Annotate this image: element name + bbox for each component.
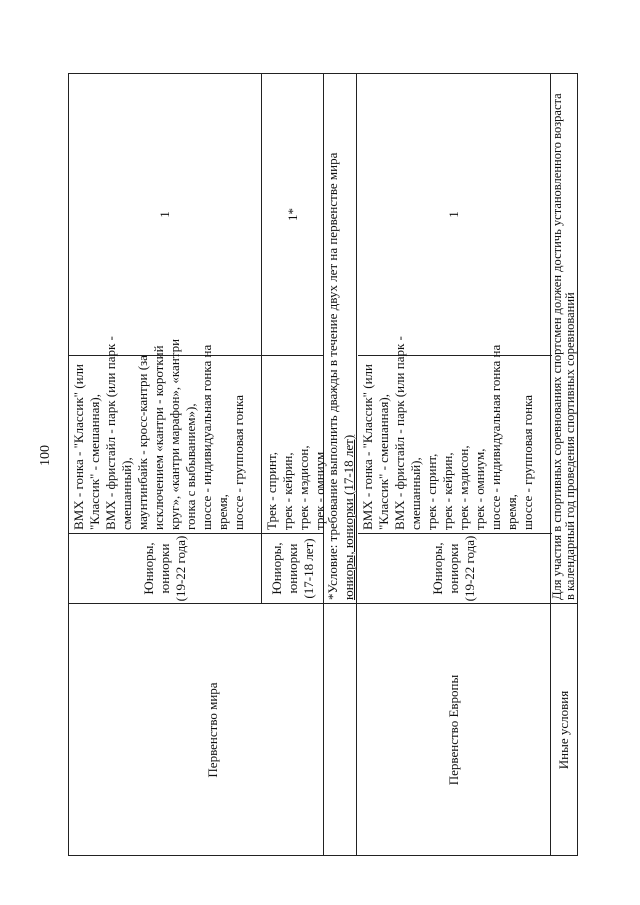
world-note: *Условие: требование выполнить дважды в течение двух лет на первенстве мира юниоры, юниорки (17-18 лет) bbox=[325, 152, 356, 600]
page-number: 100 bbox=[38, 445, 53, 466]
places-world-junior: 1* bbox=[284, 208, 300, 221]
age-group-juniors-17-18: Юниоры, юниорки (17-18 лет) bbox=[268, 538, 316, 599]
competition-world: Первенство мира bbox=[205, 682, 220, 778]
places-europe: 1 bbox=[446, 211, 461, 218]
age-group-juniors-19-22: Юниоры, юниорки (19-22 года) bbox=[141, 535, 188, 602]
competition-europe: Первенство Европы bbox=[446, 674, 461, 786]
sports-list-europe: BMX - гонка - "Классик" (или "Классик" - смешанная), BMX - фристайл - парк (или парк - смешанный), трек - спринт, трек - кейрин, трек - мэдисон, трек - омниум, шоссе - индивидуальная гонка на время, шоссе - групповая гонка bbox=[360, 336, 535, 530]
sports-list-world-junior: Трек - спринт, трек - кейрин, трек - мэдисон, трек - омниум bbox=[264, 445, 327, 530]
rotated-table bbox=[68, 73, 578, 856]
age-group-europe: Юниоры, юниорки (19-22 года) bbox=[430, 535, 477, 602]
other-conditions-text: Для участия в спортивных соревнованиях спортсмен должен достичь установленного возраста в календарный год проведения спортивных соревнований bbox=[550, 93, 577, 600]
sports-list-world-senior: BMX - гонка - "Классик" (или "Классик" - смешанная), BMX - фристайл - парк (или парк - смешанный), маунтинбайк - кросс-кантри (за исключением «кантри - короткий круг», «кантри марафон», «кантри гонка с выбыванием»), шоссе - индивидуальная гонка на время, шоссе - групповая гонка bbox=[71, 336, 246, 530]
places-world-senior: 1 bbox=[157, 211, 172, 218]
other-conditions-label: Иные условия bbox=[556, 690, 571, 770]
